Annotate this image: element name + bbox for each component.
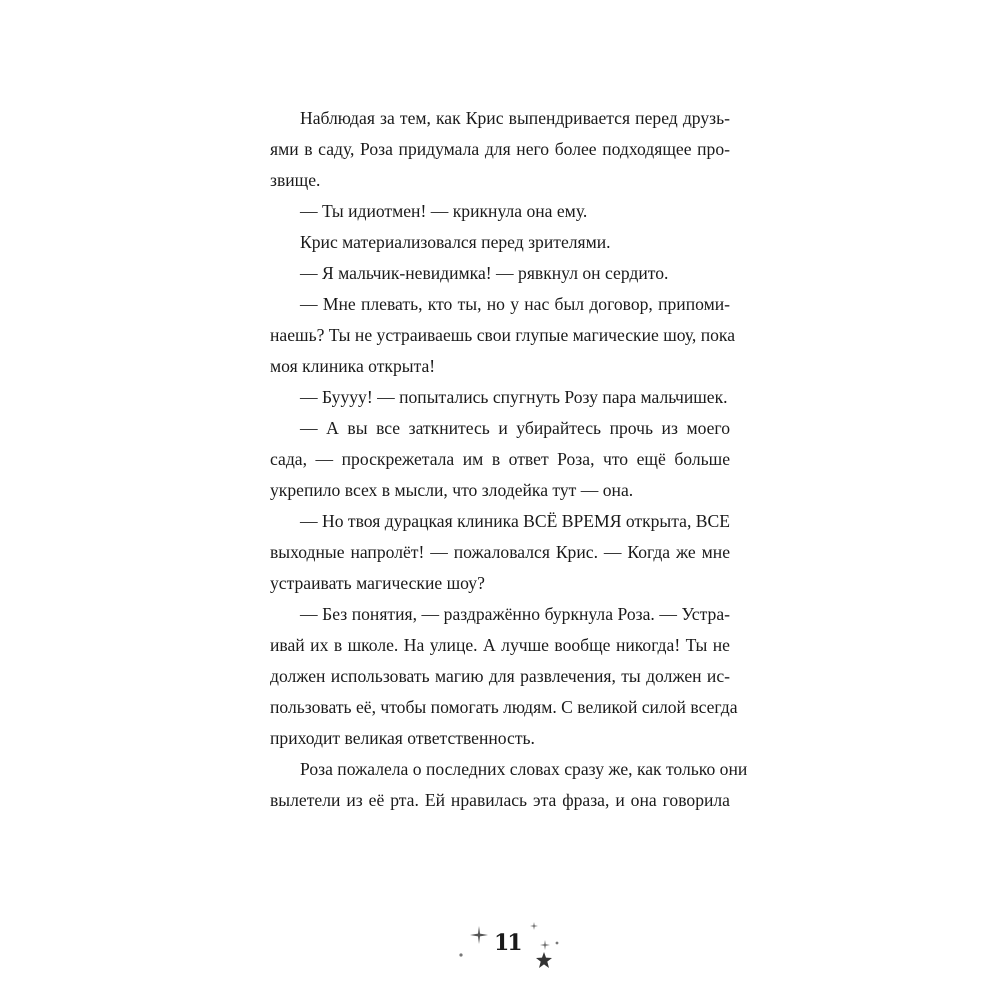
text-line: укрепило всех в мысли, что злодейка тут — она.: [270, 480, 634, 500]
text-line: должен использовать магию для развлечения, ты должен ис-: [270, 666, 730, 686]
page-number: 11: [494, 930, 521, 956]
text-line: выходные напролёт! — пожаловался Крис. — Когда же мне: [270, 542, 730, 562]
text-line: — А вы все заткнитесь и убирайтесь прочь из моего: [300, 418, 730, 438]
sparkle-icon: [540, 940, 550, 950]
page-footer: [450, 920, 580, 970]
text-line: — Без понятия, — раздражённо буркнула Роза. — Устра-: [300, 604, 730, 624]
star-icon: [530, 922, 538, 930]
text-line: пользовать её, чтобы помогать людям. С великой силой всегда: [270, 697, 738, 717]
sparkle-icon: [470, 926, 488, 944]
text-line: ями в саду, Роза придумала для него более подходящее про-: [270, 139, 730, 159]
star-icon: [458, 952, 464, 958]
text-line: — Я мальчик-невидимка! — рявкнул он сердито.: [300, 263, 669, 283]
star-icon: [554, 940, 560, 946]
text-line: наешь? Ты не устраиваешь свои глупые магические шоу, пока: [270, 325, 736, 345]
text-line: звище.: [270, 170, 321, 190]
text-line: устраивать магические шоу?: [270, 573, 485, 593]
text-line: — Ты идиотмен! — крикнула она ему.: [300, 201, 588, 221]
text-line: Крис материализовался перед зрителями.: [300, 232, 611, 252]
star-icon: [536, 952, 552, 968]
text-line: Наблюдая за тем, как Крис выпендривается перед друзь-: [300, 108, 730, 128]
text-line: сада, — проскрежетала им в ответ Роза, что ещё больше: [270, 449, 730, 469]
text-line: вылетели из её рта. Ей нравилась эта фраза, и она говорила: [270, 790, 730, 810]
text-line: приходит великая ответственность.: [270, 728, 535, 748]
text-line: Роза пожалела о последних словах сразу же, как только они: [300, 759, 748, 779]
text-line: — Буууу! — попытались спугнуть Розу пара мальчишек.: [300, 387, 728, 407]
text-line: ивай их в школе. На улице. А лучше вообще никогда! Ты не: [270, 635, 730, 655]
text-line: моя клиника открыта!: [270, 356, 436, 376]
text-line: — Но твоя дурацкая клиника ВСЁ ВРЕМЯ открыта, ВСЕ: [300, 511, 730, 531]
text-line: — Мне плевать, кто ты, но у нас был договор, припоми-: [300, 294, 730, 314]
